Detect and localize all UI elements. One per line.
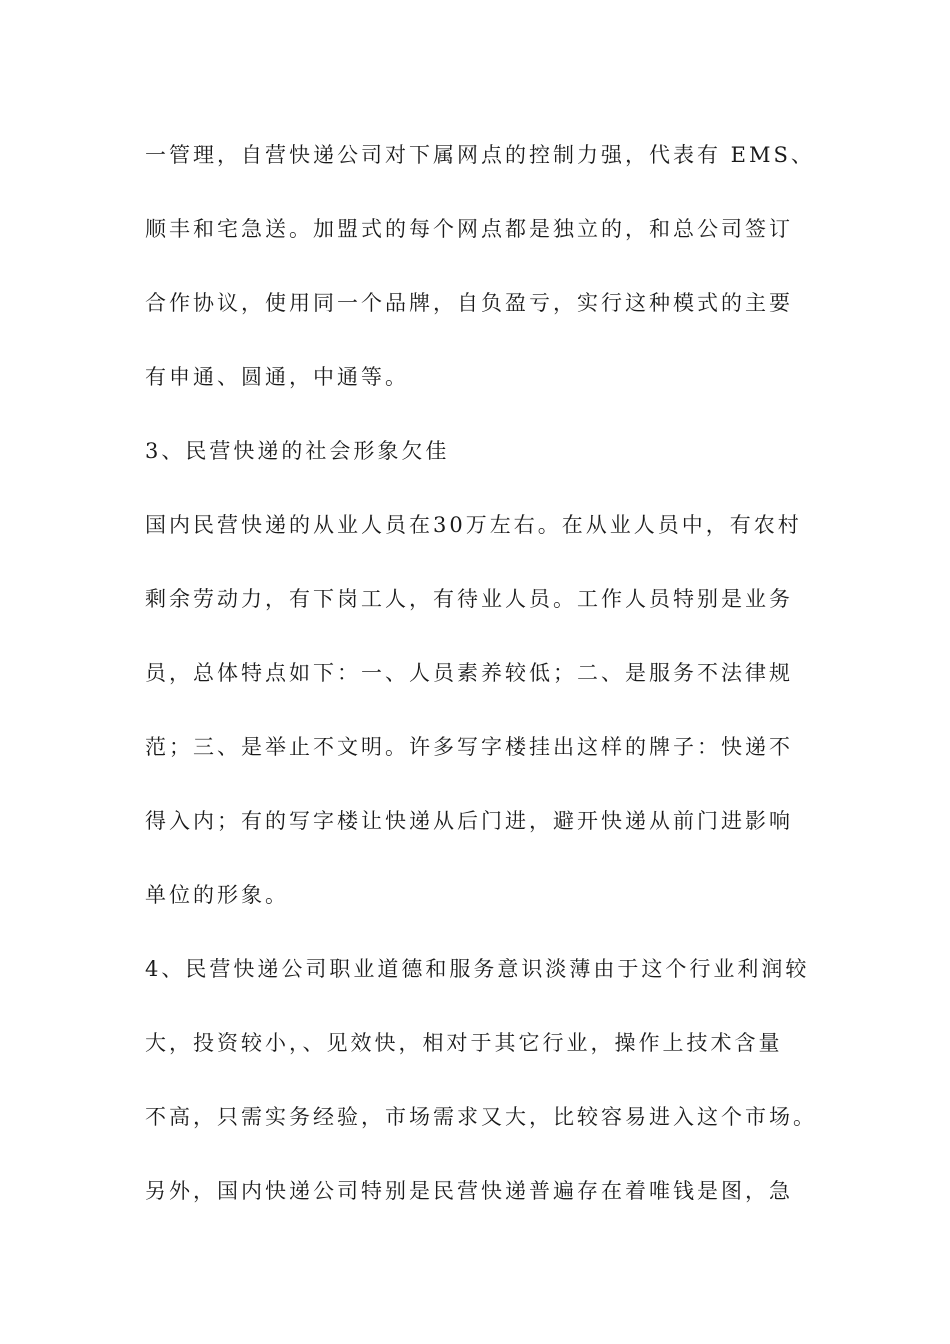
- text-line: 大，投资较小，、见效快，相对于其它行业，操作上技术含量: [145, 1031, 783, 1055]
- text-line: 一管理，自营快递公司对下属网点的控制力强，代表有 EMS、: [145, 143, 815, 167]
- text-line: 单位的形象。: [145, 883, 289, 907]
- section-heading: 4、民营快递公司职业道德和服务意识淡薄由于这个行业利润较: [145, 957, 810, 981]
- text-line: 范；三、是举止不文明。许多写字楼挂出这样的牌子：快递不: [145, 735, 793, 759]
- text-line: 国内民营快递的从业人员在30万左右。在从业人员中，有农村: [145, 513, 802, 537]
- text-line: 员，总体特点如下：一、人员素养较低；二、是服务不法律规: [145, 661, 793, 685]
- text-line: 剩余劳动力，有下岗工人，有待业人员。工作人员特别是业务: [145, 587, 793, 611]
- text-line: 得入内；有的写字楼让快递从后门进，避开快递从前门进影响: [145, 809, 793, 833]
- document-body: [145, 134, 825, 1244]
- text-line: 顺丰和宅急送。加盟式的每个网点都是独立的，和总公司签订: [145, 217, 793, 241]
- text-line: 另外，国内快递公司特别是民营快递普遍存在着唯钱是图，急: [145, 1179, 793, 1203]
- text-line: 合作协议，使用同一个品牌，自负盈亏，实行这种模式的主要: [145, 291, 793, 315]
- text-line: 有申通、圆通，中通等。: [145, 365, 409, 389]
- text-line: 不高，只需实务经验，市场需求又大，比较容易进入这个市场。: [145, 1105, 817, 1129]
- section-heading: 3、民营快递的社会形象欠佳: [145, 439, 450, 463]
